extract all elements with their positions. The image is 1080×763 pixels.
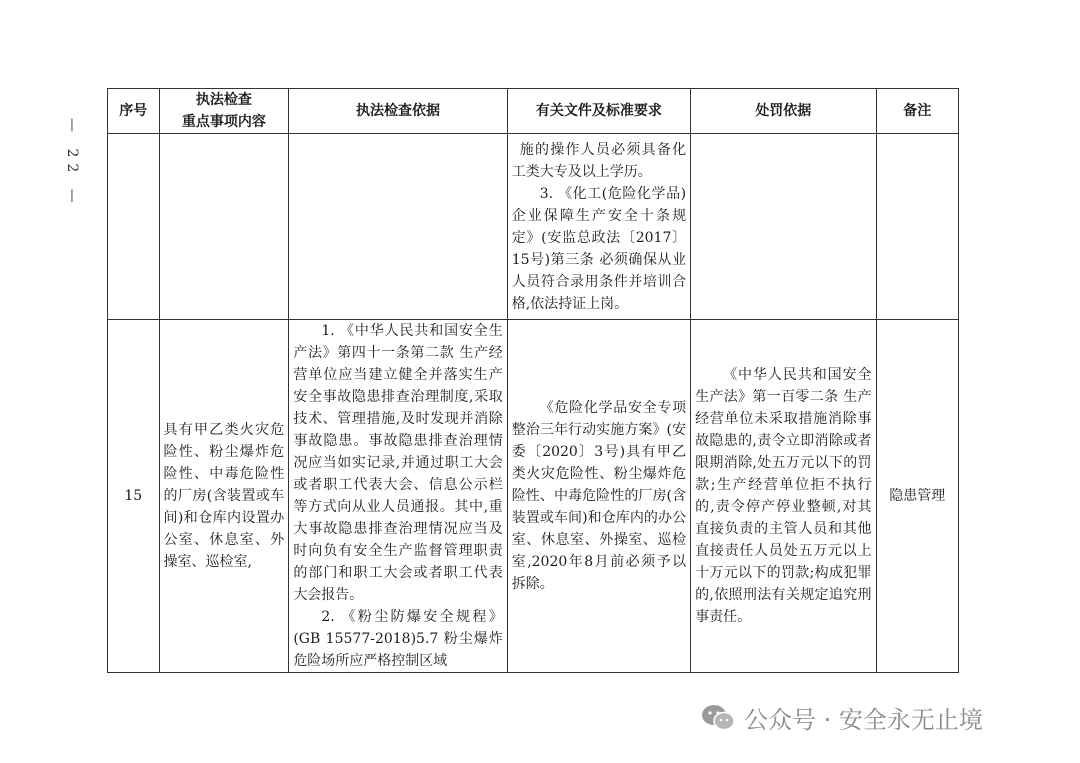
penalty-paragraph: 《中华人民共和国安全生产法》第一百零二条 生产经营单位未采取措施消除事故隐患的,责令立即消除或者限期消除,处五万元以下的罚款;生产经营单位拒不执行的,责令停产停业整顿,对其直接负责的主管人员和其他直接责任人员处五万元以上十万元以下的罚款;构成犯罪的,依照刑法有关规定追究刑事责任。 — [695, 367, 872, 625]
header-docs: 有关文件及标准要求 — [507, 89, 690, 134]
basis-paragraph: 2. 《粉尘防爆安全规程》(GB 15577-2018)5.7 粉尘爆炸危险场所应严格控制区域 — [293, 609, 503, 669]
header-remark: 备注 — [876, 89, 958, 134]
enforcement-table — [107, 88, 959, 673]
docs-paragraph: 施的操作人员必须具备化工类大专及以上学历。 — [511, 141, 687, 180]
header-no: 序号 — [108, 89, 160, 134]
table-row — [108, 134, 959, 320]
cell-item — [159, 134, 289, 320]
cell-basis — [289, 134, 507, 320]
cell-docs — [507, 134, 690, 320]
cell-basis — [289, 320, 507, 673]
table-header-row — [108, 89, 959, 134]
watermark — [700, 700, 983, 735]
cell-item: 具有甲乙类火灾危险性、粉尘爆炸危险性、中毒危险性的厂房(含装置或车间)和仓库内设置办公室、休息室、外操室、巡检室, — [159, 320, 289, 673]
cell-no: 15 — [108, 320, 160, 673]
cell-remark: 隐患管理 — [876, 320, 958, 673]
header-basis: 执法检查依据 — [289, 89, 507, 134]
basis-paragraph: 1. 《中华人民共和国安全生产法》第四十一条第二款 生产经营单位应当建立健全并落实生产安全事故隐患排查治理制度,采取技术、管理措施,及时发现并消除事故隐患。事故隐患排查治理情况应当如实记录,并通过职工大会或者职工代表大会、信息公示栏等方式向从业人员通报。其中,重大事故隐患排查治理情况应当及时向负有安全生产监督管理职责的部门和职工大会或者职工代表大会报告。 — [293, 323, 503, 603]
header-item: 执法检查 重点事项内容 — [159, 89, 289, 134]
wechat-icon — [700, 703, 736, 733]
page-number: — 22 — — [64, 118, 80, 209]
cell-docs — [507, 320, 690, 673]
docs-paragraph: 《危险化学品安全专项整治三年行动实施方案》(安委〔2020〕3号)具有甲乙类火灾危险性、粉尘爆炸危险性、中毒危险性的厂房(含装置或车间)和仓库内的办公室、休息室、外操室、巡检室,2020年8月前必须予以拆除。 — [511, 400, 687, 592]
cell-penalty — [691, 320, 876, 673]
docs-paragraph: 3. 《化工(危险化学品)企业保障生产安全十条规定》(安监总政法〔2017〕15号)第三条 必须确保从业人员符合录用条件并培训合格,依法持证上岗。 — [511, 185, 687, 312]
cell-no — [108, 134, 160, 320]
cell-remark — [876, 134, 958, 320]
header-penalty: 处罚依据 — [691, 89, 876, 134]
cell-penalty — [691, 134, 876, 320]
table-row — [108, 320, 959, 673]
watermark-text: 公众号 · 安全永无止境 — [744, 706, 983, 734]
